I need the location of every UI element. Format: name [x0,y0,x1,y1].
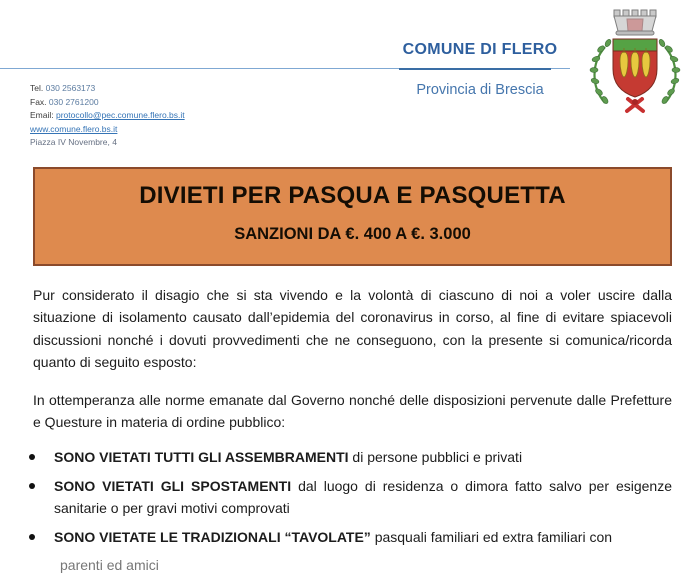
banner-title: DIVIETI PER PASQUA E PASQUETTA [139,182,566,209]
municipality-name: COMUNE DI FLERO [402,41,558,58]
document-body [33,284,672,574]
mural-crown [614,10,656,35]
banner-subtitle: SANZIONI DA €. 400 A €. 3.000 [234,225,471,243]
bullet-bold-text: SONO VIETATI GLI SPOSTAMENTI [54,477,292,494]
notice-banner [33,167,672,266]
contact-tel: Tel. 030 2563173 [30,83,96,93]
list-item-assembramenti [27,446,672,468]
prohibition-list [27,446,672,548]
bullet-bold-text: SONO VIETATI TUTTI GLI ASSEMBRAMENTI [54,449,349,466]
contact-block [30,82,260,150]
paragraph-ordinance: In ottemperanza alle norme emanate dal Governo nonché delle disposizioni pervenute dalle Prefetture e Questure in materia di ordine pubblico: [33,391,672,431]
paragraph-intro: Pur considerato il disagio che si sta vivendo e la volontà di ciascuno di noi a voler uscire dalla situazione di isolamento causato dall’epidemia del coronavirus in corso, al fine di evitare spiacevoli discussioni nonché i dovuti provvedimenti che ne conseguono, con la presente si comunica/ricorda quanto di seguito esposto: [33,287,672,371]
contact-address: Piazza IV Novembre, 4 [30,137,117,147]
coat-of-arms-icon [583,4,687,118]
bullet-bold-text: SONO VIETATE LE TRADIZIONALI “TAVOLATE” [54,528,371,545]
bullet-rest-text: pasquali familiari ed extra familiari con [370,528,613,545]
bullet-rest-text: dal luogo di residenza o dimora fatto salvo per esigenze sanitarie o per gravi motivi comprovati [54,477,672,517]
municipality-underline [399,68,551,70]
contact-email: Email: protocollo@pec.comune.flero.bs.it [30,110,185,120]
bullet-rest-text: di persone pubblici e privati [348,449,523,466]
list-item-tavolate [27,526,672,548]
clipped-bottom-line: parenti ed amici [60,557,159,574]
shield [613,39,657,97]
province-name: Provincia di Brescia [416,82,544,98]
website-link[interactable]: www.comune.flero.bs.it [30,123,118,134]
email-link[interactable]: protocollo@pec.comune.flero.bs.it [56,110,185,120]
contact-fax: Fax. 030 2761200 [30,96,99,107]
ribbon-knot [632,99,638,105]
list-item-spostamenti [27,475,672,520]
